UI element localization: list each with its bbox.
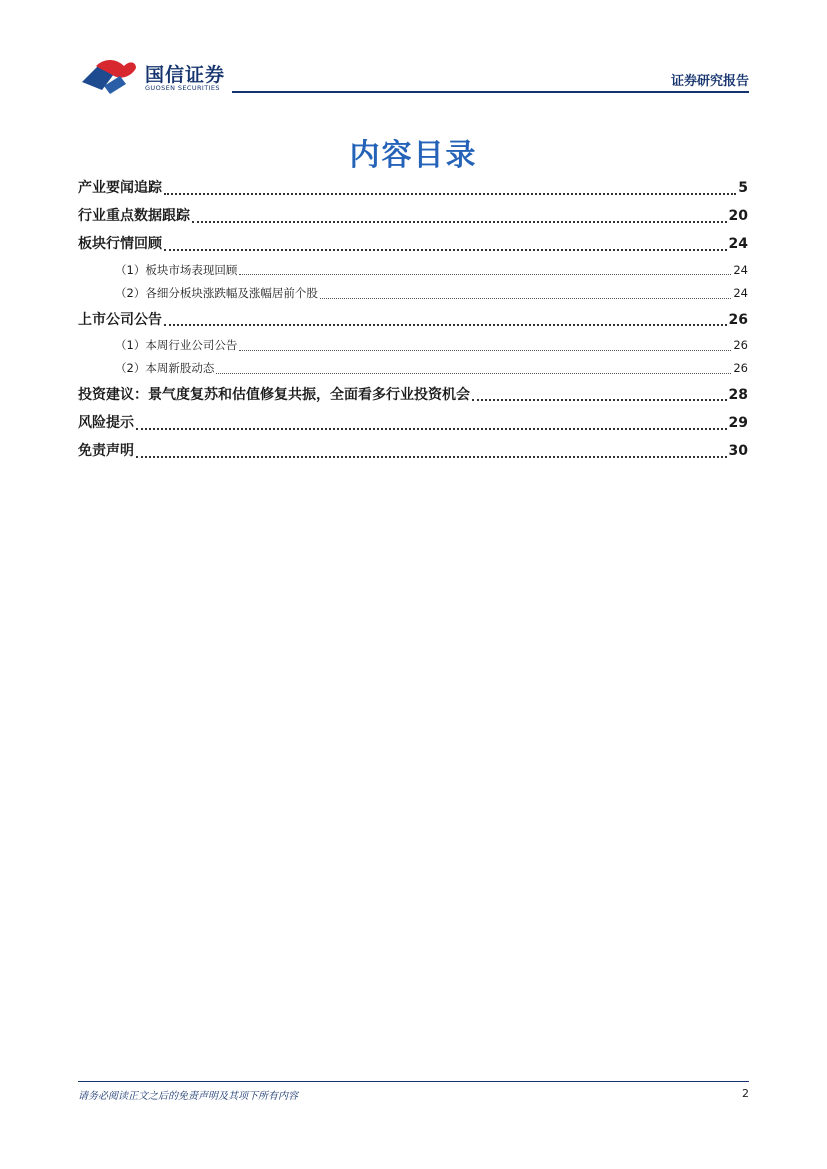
toc-entry-page: 5 <box>738 180 748 196</box>
toc-entry[interactable] <box>78 259 748 283</box>
toc-entry-page: 29 <box>728 414 748 431</box>
toc-entry[interactable] <box>78 437 748 465</box>
toc-dot-leader <box>192 220 727 223</box>
report-type-label: 证券研究报告 <box>670 74 749 89</box>
toc-entry-label: 投资建议：景气度复苏和估值修复共振，全面看多行业投资机会 <box>78 386 470 403</box>
toc-dot-leader <box>216 372 731 374</box>
toc-entry-page: 26 <box>733 337 748 352</box>
toc-entry-label: （2）各细分板块涨跌幅及涨幅居前个股 <box>115 286 318 301</box>
toc-entry[interactable] <box>78 334 748 358</box>
toc-entry-label: 上市公司公告 <box>78 311 162 328</box>
toc-entry-label: 风险提示 <box>78 414 134 431</box>
toc-entry[interactable] <box>78 230 748 258</box>
toc-entry-page: 24 <box>733 286 748 301</box>
toc-dot-leader <box>239 349 731 351</box>
toc-entry-label: 免责声明 <box>78 443 134 460</box>
page-number: 2 <box>742 1087 749 1100</box>
toc-dot-leader <box>164 248 727 251</box>
page-header <box>0 0 827 100</box>
toc-entry[interactable] <box>78 409 748 437</box>
toc-entry-page: 28 <box>728 386 748 403</box>
toc-entry-label: 板块行情回顾 <box>78 236 162 253</box>
table-of-contents <box>78 174 748 465</box>
toc-dot-leader <box>472 398 727 401</box>
toc-dot-leader <box>164 323 727 326</box>
toc-dot-leader <box>164 192 736 195</box>
toc-entry-label: 产业要闻追踪 <box>78 180 162 196</box>
toc-dot-leader <box>239 273 731 275</box>
toc-entry-page: 26 <box>728 311 748 328</box>
toc-entry[interactable] <box>78 202 748 230</box>
toc-entry-label: （1）本周行业公司公告 <box>115 337 238 352</box>
toc-entry-page: 30 <box>728 443 748 460</box>
toc-entry-label: 行业重点数据跟踪 <box>78 208 190 225</box>
toc-entry-page: 24 <box>733 262 748 277</box>
header-divider <box>232 91 749 93</box>
toc-entry[interactable] <box>78 306 748 334</box>
toc-entry[interactable] <box>78 282 748 306</box>
guosen-logo-icon <box>80 56 138 96</box>
toc-entry[interactable] <box>78 174 748 202</box>
toc-entry[interactable] <box>78 381 748 409</box>
logo-english-name: GUOSEN SECURITIES <box>145 84 220 92</box>
toc-dot-leader <box>136 427 727 430</box>
toc-entry-label: （2）本周新股动态 <box>115 361 215 376</box>
toc-entry-page: 20 <box>728 208 748 225</box>
toc-dot-leader <box>136 455 727 458</box>
toc-dot-leader <box>320 297 732 299</box>
toc-entry-label: （1）板块市场表现回顾 <box>115 262 238 277</box>
footer-divider <box>78 1081 749 1082</box>
toc-entry-page: 26 <box>733 361 748 376</box>
footer-disclaimer-note: 请务必阅读正文之后的免责声明及其项下所有内容 <box>78 1091 298 1102</box>
toc-entry[interactable] <box>78 357 748 381</box>
logo-chinese-name: 国信证券 <box>145 64 226 86</box>
toc-entry-page: 24 <box>728 236 748 253</box>
toc-title: 内容目录 <box>349 138 478 173</box>
